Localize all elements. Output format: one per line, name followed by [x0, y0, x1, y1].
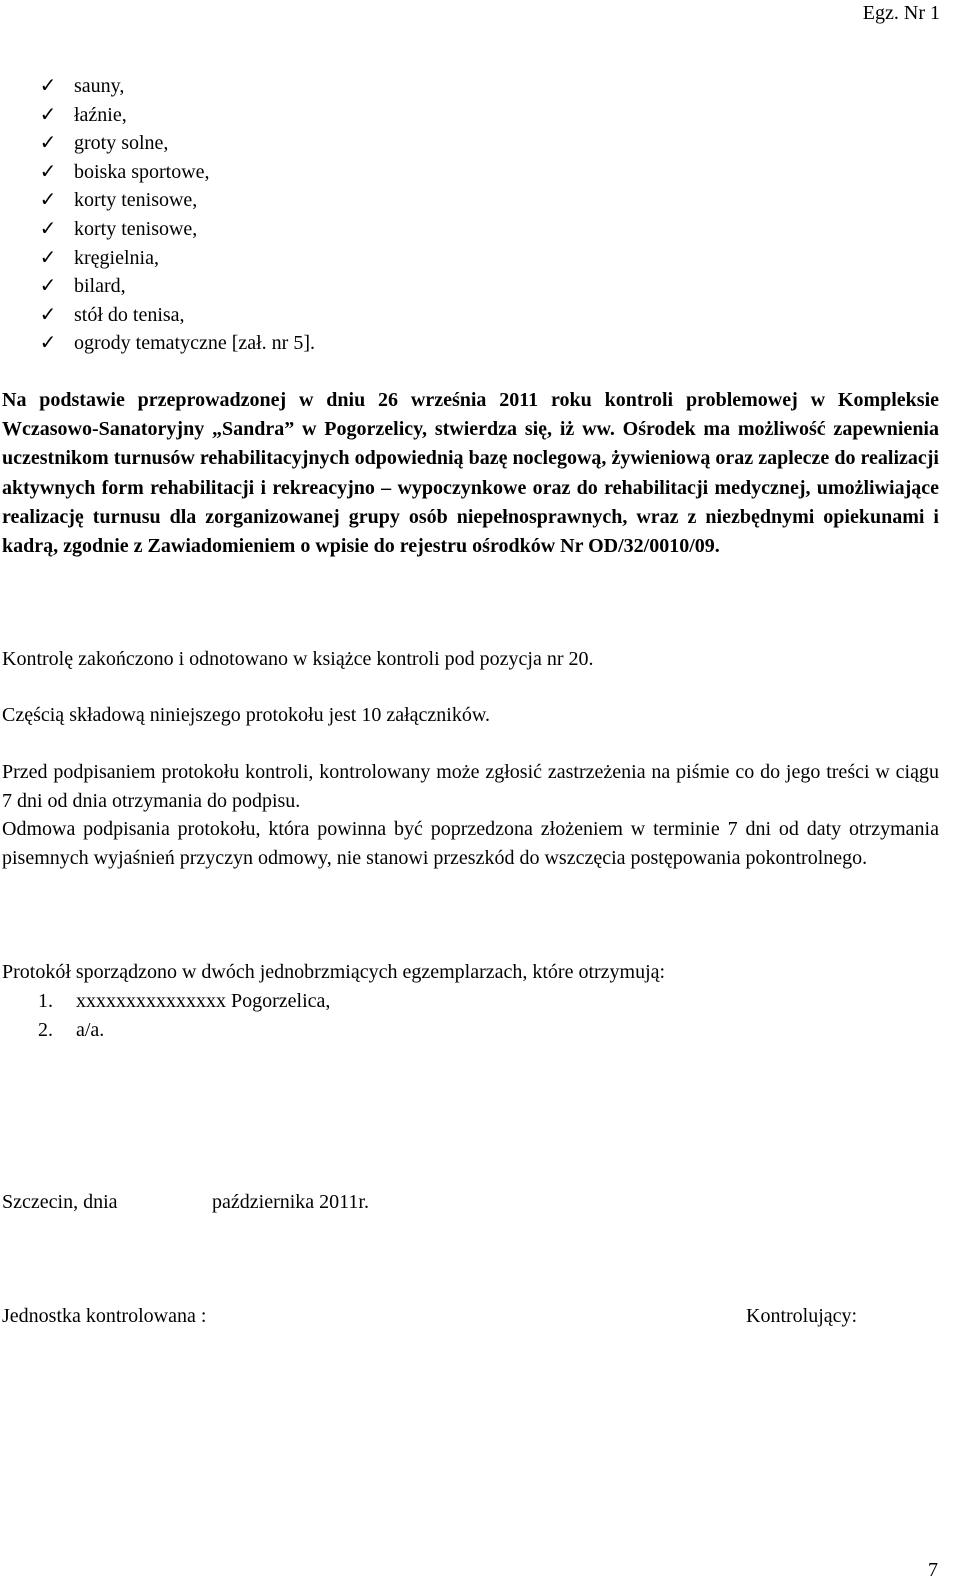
list-item-label: xxxxxxxxxxxxxxx Pogorzelica, [76, 990, 331, 1012]
list-item-label: łaźnie, [74, 103, 127, 126]
list-item [36, 244, 315, 273]
list-item-label: ogrody tematyczne [zał. nr 5]. [74, 332, 316, 355]
check-mark-icon: ✓ [39, 75, 57, 97]
list-item-label: kręgielnia, [74, 246, 159, 269]
controller-label: Kontrolujący: [746, 1305, 858, 1327]
check-mark-icon: ✓ [39, 303, 57, 326]
facilities-checklist [36, 72, 315, 358]
controlled-unit-label: Jednostka kontrolowana : [2, 1305, 207, 1327]
check-mark-icon: ✓ [39, 332, 57, 355]
copy-number-label: Egz. Nr 1 [862, 2, 940, 24]
recipients-list [38, 987, 330, 1045]
copies-intro-paragraph: Protokół sporządzono w dwóch jednobrzmiących egzemplarzach, które otrzymują: [2, 961, 666, 983]
check-mark-icon: ✓ [39, 132, 57, 155]
list-item [38, 1016, 330, 1045]
findings-paragraph: Na podstawie przeprowadzonej w dniu 26 września 2011 roku kontroli problemowej w Kompleksie Wczasowo-Sanatoryjny „Sandra” w Pogorzelicy, stwierdza się, iż ww. Ośrodek ma możliwość zapewnienia uczestnikom turnusów rehabilitacyjnych odpowiednią bazę noclegową, żywieniową oraz zaplecze do realizacji aktywnych form rehabilitacji i rekreacyjno – wypoczynkowe oraz do rehabilitacji medycznej, umożliwiające realizację turnusu dla zorganizowanej grupy osób niepełnosprawnych, wraz z niezbędnymi opiekunami i kadrą, zgodnie z Zawiadomieniem o wpisie do rejestru ośrodków Nr OD/32/0010/09. [2, 389, 939, 558]
list-item [36, 329, 315, 358]
list-item [36, 272, 315, 301]
list-item-label: groty solne, [74, 132, 169, 155]
page-number: 7 [928, 1559, 938, 1581]
objections-paragraph: Przed podpisaniem protokołu kontroli, kontrolowany może zgłosić zastrzeżenia na piśmie co do jego treści w ciągu 7 dni od dnia otrzymania do podpisu. [2, 761, 939, 813]
list-item-label: boiska sportowe, [74, 160, 210, 183]
list-item-number: 2. [38, 1019, 53, 1041]
check-mark-icon: ✓ [39, 103, 57, 126]
list-item [36, 129, 315, 158]
list-item [36, 215, 315, 244]
list-item [36, 101, 315, 130]
control-note-paragraph: Kontrolę zakończono i odnotowano w książce kontroli pod pozycja nr 20. [2, 648, 594, 670]
check-mark-icon: ✓ [39, 160, 57, 183]
signature-date: października 2011r. [212, 1191, 369, 1213]
list-item-label: stół do tenisa, [74, 303, 185, 326]
list-item [36, 158, 315, 187]
list-item-label: korty tenisowe, [74, 189, 198, 212]
refusal-paragraph: Odmowa podpisania protokołu, która powinna być poprzedzona złożeniem w terminie 7 dni od daty otrzymania pisemnych wyjaśnień przyczyn odmowy, nie stanowi przeszkód do wszczęcia postępowania pokontrolnego. [2, 818, 939, 870]
attachments-paragraph: Częścią składową niniejszego protokołu jest 10 załączników. [2, 704, 490, 726]
check-mark-icon: ✓ [39, 217, 57, 240]
list-item [36, 72, 315, 101]
signature-place: Szczecin, dnia [2, 1191, 118, 1213]
list-item [38, 987, 330, 1016]
check-mark-icon: ✓ [39, 275, 57, 298]
list-item-label: bilard, [74, 275, 126, 298]
list-item-label: a/a. [76, 1019, 105, 1041]
list-item-label: sauny, [74, 75, 125, 97]
list-item [36, 301, 315, 330]
list-item-label: korty tenisowe, [74, 217, 198, 240]
list-item-number: 1. [38, 990, 53, 1012]
check-mark-icon: ✓ [39, 246, 57, 269]
list-item [36, 186, 315, 215]
check-mark-icon: ✓ [39, 189, 57, 212]
